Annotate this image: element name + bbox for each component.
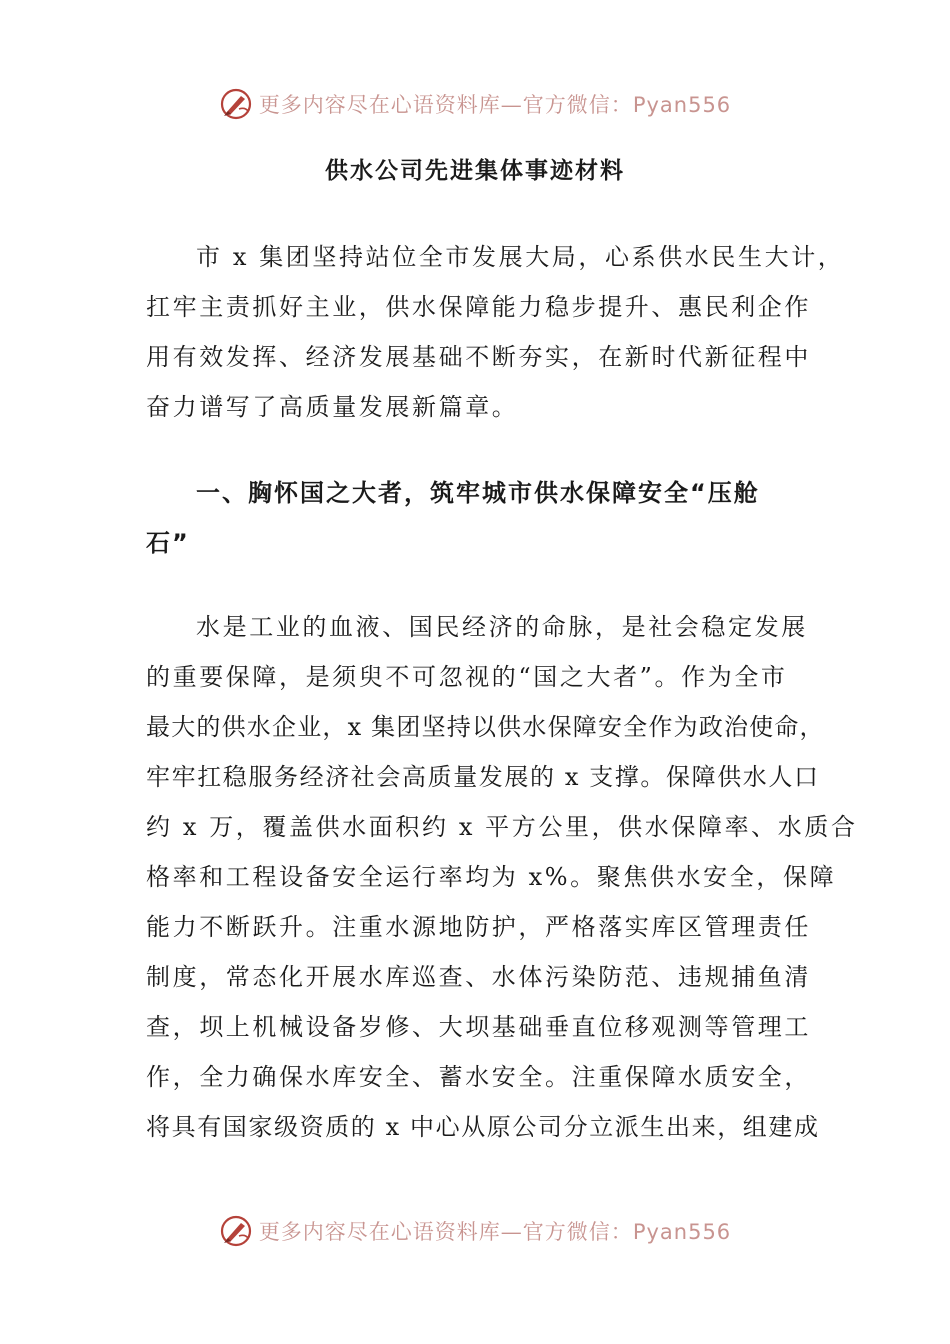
intro-line: 市 x 集团坚持站位全市发展大局，心系供水民生大计， bbox=[196, 243, 845, 271]
watermark-wechat-id: Pyan556 bbox=[632, 93, 732, 117]
intro-line: 用有效发挥、经济发展基础不断夯实，在新时代新征程中 bbox=[146, 343, 811, 371]
body-line: 最大的供水企业，x 集团坚持以供水保障安全作为政治使命， bbox=[146, 713, 825, 741]
intro-line: 扛牢主责抓好主业，供水保障能力稳步提升、惠民利企作 bbox=[146, 293, 811, 321]
pen-logo-icon bbox=[219, 1214, 253, 1248]
body-line: 格率和工程设备安全运行率均为 x%。聚焦供水安全，保障 bbox=[146, 863, 837, 891]
body-line: 水是工业的血液、国民经济的命脉，是社会稳定发展 bbox=[196, 613, 808, 641]
section-heading: 石” bbox=[146, 529, 190, 557]
intro-line: 奋力谱写了高质量发展新篇章。 bbox=[146, 393, 519, 421]
watermark-text bbox=[259, 89, 731, 119]
body-line: 查，坝上机械设备岁修、大坝基础垂直位移观测等管理工 bbox=[146, 1013, 811, 1041]
pen-logo-icon bbox=[219, 87, 253, 121]
body-line: 将具有国家级资质的 x 中心从原公司分立派生出来，组建成 bbox=[146, 1113, 820, 1141]
body-line: 约 x 万，覆盖供水面积约 x 平方公里，供水保障率、水质合 bbox=[146, 813, 858, 841]
body-line: 牢牢扛稳服务经济社会高质量发展的 x 支撑。保障供水人口 bbox=[146, 763, 820, 791]
watermark-text bbox=[259, 1216, 731, 1246]
body-line: 能力不断跃升。注重水源地防护，严格落实库区管理责任 bbox=[146, 913, 811, 941]
watermark-brand: 更多内容尽在心语资料库—官方微信： bbox=[258, 1220, 633, 1244]
section-heading: 一、胸怀国之大者，筑牢城市供水保障安全“压舱 bbox=[196, 479, 760, 507]
watermark-banner-bottom bbox=[0, 1211, 950, 1251]
body-line: 制度，常态化开展水库巡查、水体污染防范、违规捕鱼清 bbox=[146, 963, 811, 991]
body-line: 作，全力确保水库安全、蓄水安全。注重保障水质安全， bbox=[146, 1063, 811, 1091]
watermark-banner-top bbox=[0, 84, 950, 124]
page-title: 供水公司先进集体事迹材料 bbox=[325, 158, 625, 184]
watermark-brand: 更多内容尽在心语资料库—官方微信： bbox=[258, 93, 633, 117]
watermark-wechat-id: Pyan556 bbox=[632, 1220, 732, 1244]
body-line: 的重要保障，是须臾不可忽视的“国之大者”。作为全市 bbox=[146, 663, 788, 691]
